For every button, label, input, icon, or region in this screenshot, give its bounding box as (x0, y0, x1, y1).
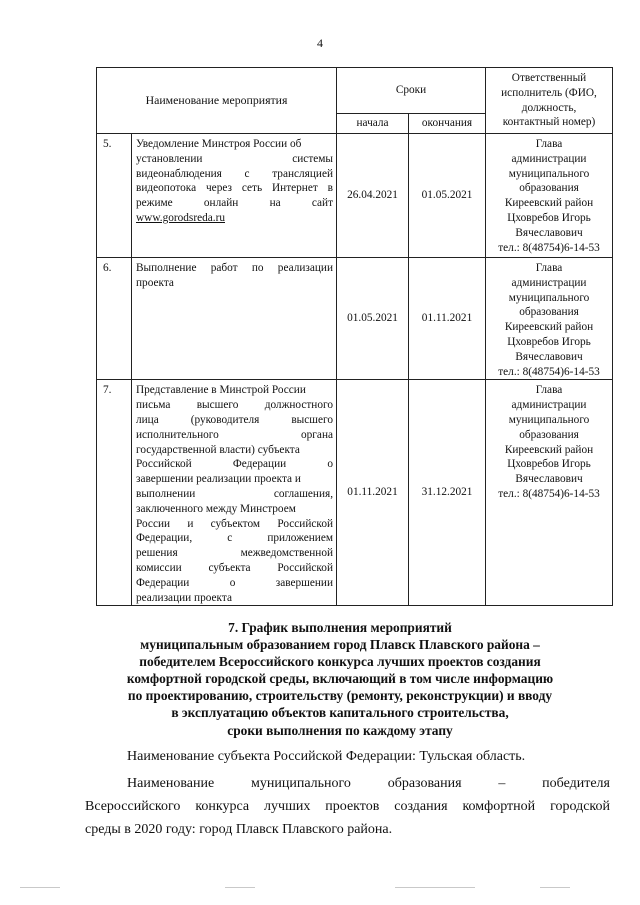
row-description: Представление в Минстрой России письма высшего должностного лица (руководителя высшего исполнительного органа государственной власти) субъекта Российской Федерации о завершении реализации проекта и выполнении соглашения, заключенного между Минстроем России и субъектом Российской Федерации, с приложением решения межведомственной комиссии субъекта Российской Федерации о завершении реализации проекта (132, 380, 337, 606)
table-row (97, 258, 613, 380)
row-responsible: Глава администрации муниципального образования Киреевский район Цховребов Игорь Вячеславович тел.: 8(48754)6-14-53 (486, 134, 613, 258)
header-terms: Сроки (337, 68, 486, 114)
header-start: начала (337, 114, 409, 134)
subject-paragraph: Наименование субъекта Российской Федерации: Тульская область. (127, 749, 526, 764)
row-start-date: 01.05.2021 (337, 258, 409, 380)
row-responsible: Глава администрации муниципального образования Киреевский район Цховребов Игорь Вячеславович тел.: 8(48754)6-14-53 (486, 258, 613, 380)
row-start-date: 01.11.2021 (337, 380, 409, 606)
row-description: Выполнение работ по реализации проекта (132, 258, 337, 380)
row-description: Уведомление Минстроя России об установлении системы видеонаблюдения с трансляцией видеопотока через сеть Интернет в режиме онлайн на сайт www.gorodsreda.ru (132, 134, 337, 258)
row-end-date: 01.11.2021 (409, 258, 486, 380)
table-row (97, 134, 613, 258)
row-start-date: 26.04.2021 (337, 134, 409, 258)
scan-artifact (225, 887, 255, 888)
header-name: Наименование мероприятия (97, 68, 337, 134)
row-number: 6. (97, 258, 132, 380)
row-end-date: 01.05.2021 (409, 134, 486, 258)
table-row (97, 380, 613, 606)
header-end: окончания (409, 114, 486, 134)
scan-artifact (395, 887, 475, 888)
page-number: 4 (317, 36, 323, 50)
municipality-paragraph: Наименование муниципального образования – победителя Всероссийского конкурса лучших проектов создания комфортной городской среды в 2020 году: город Плавск Плавского района. (85, 776, 610, 837)
row-number: 5. (97, 134, 132, 258)
row-responsible: Глава администрации муниципального образования Киреевский район Цховребов Игорь Вячеславович тел.: 8(48754)6-14-53 (486, 380, 613, 606)
header-responsible: Ответственный исполнитель (ФИО, должность, контактный номер) (486, 68, 613, 134)
row-number: 7. (97, 380, 132, 606)
row-end-date: 31.12.2021 (409, 380, 486, 606)
scan-artifact (540, 887, 570, 888)
scan-artifact (20, 887, 60, 888)
events-table (96, 67, 613, 606)
section-title: 7. График выполнения мероприятий муниципальным образованием город Плавск Плавского района – победителем Всероссийского конкурса лучших проектов создания комфортной городской среды, включающий в том числе информацию по проектированию, строительству (ремонту, реконструкции) и вводу в эксплуатацию объектов капитального строительства, сроки выполнения по каждому этапу (126, 620, 554, 738)
